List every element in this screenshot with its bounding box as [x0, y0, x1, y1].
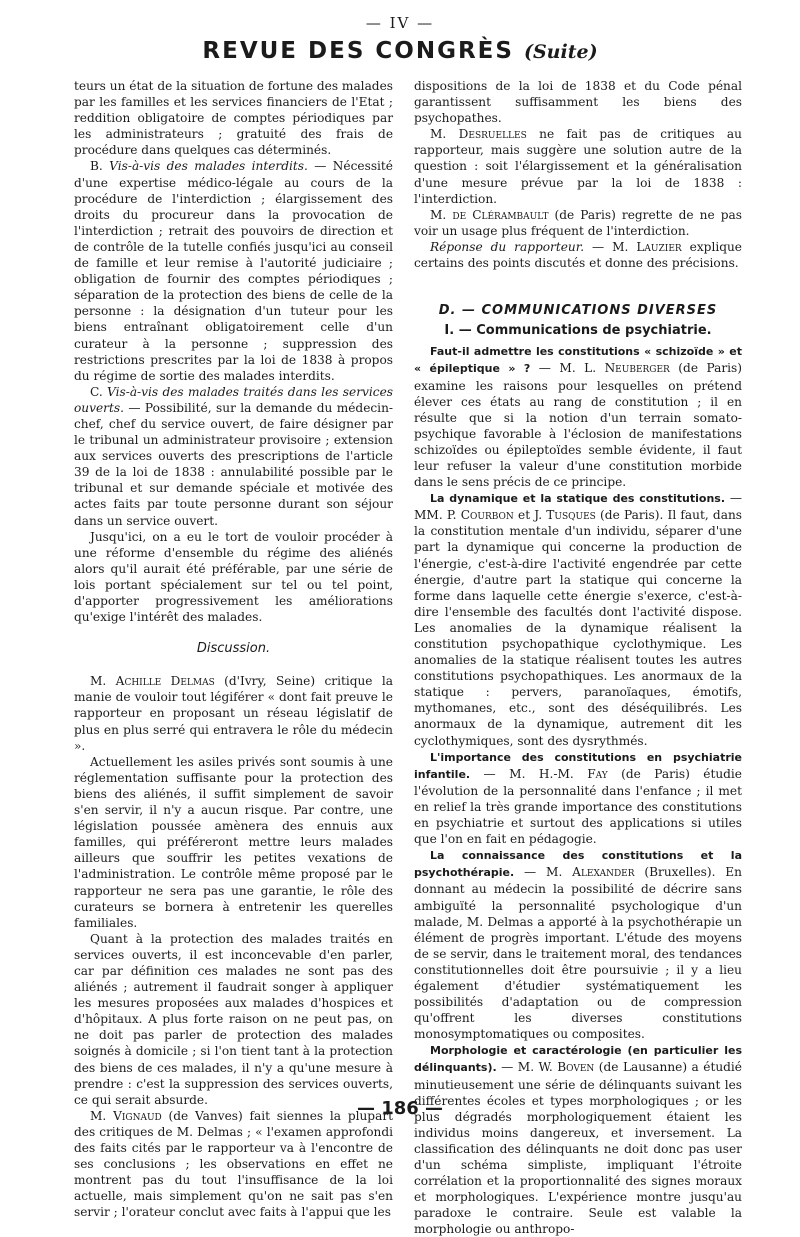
- paragraph-conclusion: Jusqu'ici, on a eu le tort de vouloir procéder à une réforme d'ensemble du régime des aliénés alors qu'il aurait été préférable, par une série de lois portant spécialement sur tel ou tel point, d'apporter progressivement les améliorations qu'exige l'intérêt des malades.: [74, 529, 393, 625]
- communication-title: Faut-il admettre les constitutions « schizoïde » et « épileptique » ?: [414, 345, 742, 376]
- discussion-text: (de Vanves) fait siennes la plupart des critiques de M. Delmas ; « l'examen approfondi des faits cités par le rapporteur va à l'encontre de ses conclusions ; les observations en effet ne montrent pas du tout l'insuffisance de la loi actuelle, mais simplement qu'on ne sait pas s'en servir ; l'orateur conclut avec faits à l'appui que les: [74, 1108, 393, 1220]
- rapporteur-response: [414, 239, 742, 271]
- communication-title: L'importance des constitutions en psychiatrie infantile.: [414, 750, 742, 781]
- left-column: [74, 78, 393, 1220]
- speaker-name: Vignaud: [113, 1108, 162, 1123]
- discussion-paragraph: Actuellement les asiles privés sont soumis à une réglementation suffisante pour la protection des biens des aliénés, il suffit simplement de savoir s'en servir, il n'y a aucun risque. Par contre, une législation poussée amènera des ennuis aux familles, qui préféreront mettre leurs malades ailleurs que souffrir les petites vexations de l'administration. Le contrôle même proposé par le rapporteur ne sera pas une garantie, le rôle des curateurs se bornera à entretenir les querelles familiales.: [74, 754, 393, 930]
- right-column: [414, 78, 742, 1237]
- separator: — M. L.: [530, 361, 605, 376]
- speaker-name: Lauzier: [636, 239, 682, 254]
- response-text: explique certains des points discutés et donne des précisions.: [414, 239, 742, 271]
- author-name: Tusques: [546, 508, 596, 523]
- discussion-text: ne fait pas de critiques au rapporteur, mais suggère une solution autre de la question : soit l'élargissement et la généralisation d'une mesure prévue par la loi de 1838 : l'interdiction.: [414, 127, 742, 206]
- speaker-name: Achille Delmas: [115, 674, 215, 689]
- separator: — MM. P.: [414, 491, 742, 523]
- separator: — M. W.: [496, 1060, 558, 1075]
- communication-title: La dynamique et la statique des constitutions.: [430, 492, 725, 506]
- communication-boven: [414, 1042, 742, 1237]
- paragraph-c: [74, 384, 393, 529]
- communication-courbon: [414, 490, 742, 749]
- separator: — M. H.-M.: [470, 766, 588, 781]
- subsection-heading: I. — Communications de psychiatrie.: [444, 323, 712, 339]
- communication-text: (Bruxelles). En donnant au médecin la possibilité de décrire sans ambiguïté la personnalité psychologique d'un malade, M. Delmas a apporté à la psychothérapie un élément de progrès important. L'étude des moyens de se servir, dans le traitement moral, des tendances constitutionnelles doit être poursuivie ; il y a lieu également d'étudier systématiquement les possibilités d'adaptation ou de compression qu'offrent les diverses constitutions monosymptomatiques ou composites.: [414, 865, 742, 1042]
- item-c-body: — Possibilité, sur la demande du médecin-chef, chef du service ouvert, de faire désigner par le tribunal un administrateur provisoire ; extension aux services ouverts des prescriptions de l'article 39 de la loi de 1838 : annulabilité possible par le tribunal et sur demande spéciale et motivée des actes faits par toute personne durant son séjour dans un service ouvert.: [74, 400, 393, 528]
- item-b-body: — Nécessité d'une expertise médico-légale au cours de la procédure de l'interdiction ; élargissement des droits du procureur dans la provocation de l'interdiction ; retrait des pouvoirs de direction et de contrôle de la tutelle confiés jusqu'ici au conseil de famille et leur remise à l'autorité judiciaire ; obligation de fournir des comptes périodiques ; séparation de la protection des biens de celle de la personne : la désignation d'un tuteur pour les biens entraînant obligatoirement celle d'un curateur à la personne ; suppression des restrictions prescrites par la loi de 1838 à propos du régime de sortie des malades interdits.: [74, 159, 393, 383]
- speaker-name: de Clérambault: [452, 207, 549, 222]
- discussion-desruelles: [414, 126, 742, 206]
- separator: — M.: [584, 239, 637, 254]
- prefix: M.: [90, 674, 116, 689]
- separator: — M.: [514, 865, 573, 880]
- response-title: Réponse du rapporteur.: [430, 239, 585, 254]
- item-c-title: Vis-à-vis des malades traités dans les services ouverts.: [74, 384, 393, 415]
- separator: et J.: [513, 508, 547, 523]
- prefix: M.: [430, 207, 453, 222]
- journal-title: REVUE DES CONGRÈS: [202, 38, 514, 64]
- discussion-paragraph: Quant à la protection des malades traités en services ouverts, il est inconcevable d'en parler, car par définition ces malades ne sont pas des aliénés ; autrement il faudrait songer à appliquer les mesures proposées aux malades d'hospices et d'hôpitaux. A plus forte raison on ne peut pas, on ne doit pas parler de protection des malades soignés à domicile ; si l'on tient tant à la protection des biens de ces malades, il n'y a qu'une mesure à prendre : c'est la suppression des services ouverts, ce qui serait absurde.: [74, 931, 393, 1107]
- communication-fay: [414, 749, 742, 848]
- paragraph-continued: dispositions de la loi de 1838 et du Code pénal garantissent suffisamment les biens des psychopathes.: [414, 79, 742, 126]
- communication-text: (de Paris) examine les raisons pour lesquelles on prétend élever ces états au rang de constitution ; il en résulte que si la notion d'un terrain somato-psychique favorable à l'éclosion de manifestations schizoïdes ou épileptoïdes semble évidente, il faut leur refuser la valeur d'une constitution morbide dans le sens précis de ce principe.: [414, 361, 742, 490]
- communication-text: (de Paris). Il faut, dans la constitution mentale d'un individu, séparer d'une part la dynamique qui concerne la production de l'énergie, c'est-à-dire l'activité engendrée par cette énergie, d'autre part la statique qui concerne la forme dans laquelle cette énergie s'exerce, c'est-à-dire l'ensemble des facultés dont l'activité dispose. Les anomalies de la dynamique réalisent la constitution psychopathique cyclothymique. Les anomalies de la statique réalisent toutes les autres constitutions psychopathiques. Les anormaux de la statique : pervers, paranoïaques, émotifs, mythomanes, etc., sont des déséquilibrés. Les anormaux de la dynamique, autrement dit les cyclothymiques, sont des dysrythmés.: [414, 508, 742, 748]
- discussion-heading: Discussion.: [196, 641, 271, 657]
- communication-text: (de Paris) étudie l'évolution de la personnalité dans l'enfance ; il met en relief la très grande importance des constitutions en psychiatrie et surtout des applications si utiles que l'on en fait en pédagogie.: [414, 766, 742, 847]
- author-name: Courbon: [460, 508, 514, 523]
- communication-neuberger: [414, 343, 742, 490]
- item-letter-c: C.: [90, 384, 108, 399]
- page-roman-numeral: — IV —: [365, 14, 435, 32]
- discussion-vignaud: [74, 1108, 393, 1221]
- discussion-clerambault: [414, 207, 742, 239]
- discussion-text: (de Paris) regrette de ne pas voir un usage plus fréquent de l'interdiction.: [414, 207, 742, 238]
- communication-title: La connaissance des constitutions et la psychothérapie.: [414, 849, 742, 880]
- prefix: M.: [430, 127, 459, 142]
- communication-title: Morphologie et caractérologie (en particulier les délinquants).: [414, 1044, 742, 1075]
- paragraph-continued: teurs un état de la situation de fortune des malades par les familles et les services financiers de l'Etat ; reddition obligatoire de comptes périodiques par les administrateurs ; gratuité des frais de procédure dans quelques cas déterminés.: [74, 79, 393, 158]
- item-b-title: Vis-à-vis des malades interdits.: [109, 159, 308, 174]
- prefix: M.: [90, 1108, 114, 1123]
- author-name: Boven: [557, 1060, 595, 1075]
- communication-text: (de Lausanne) a étudié minutieusement une série de délinquants suivant les différentes écoles et types morphologiques ; or les plus dégradés morphologiquement étaient les individus moins dangereux, et inversement. La classification des délinquants ne doit donc pas user d'un schéma simpliste, impliquant l'étroite corrélation et la proportionnalité des signes moraux et morphologiques. L'expérience montre jusqu'au paradoxe le contraire. Seule est valable la morphologie ou anthropo-: [414, 1060, 742, 1237]
- title-suite: (Suite): [523, 41, 598, 63]
- author-name: Neuberger: [604, 361, 670, 376]
- speaker-name: Desruelles: [458, 127, 527, 142]
- discussion-delmas: [74, 673, 393, 753]
- running-title: [0, 38, 800, 64]
- discussion-text: (d'Ivry, Seine) critique la manie de vouloir tout légiférer « dont fait preuve le rapporteur en proposant un réseau législatif de plus en plus serré qui entravera le rôle du médecin ».: [74, 674, 393, 753]
- paragraph-b: [74, 158, 393, 383]
- page-number: — 186 —: [356, 1098, 444, 1119]
- author-name: Fay: [587, 766, 608, 781]
- author-name: Alexander: [572, 865, 635, 880]
- section-heading-d: D. — COMMUNICATIONS DIVERSES: [438, 303, 718, 319]
- communication-alexander: [414, 847, 742, 1042]
- item-letter-b: B.: [90, 159, 110, 174]
